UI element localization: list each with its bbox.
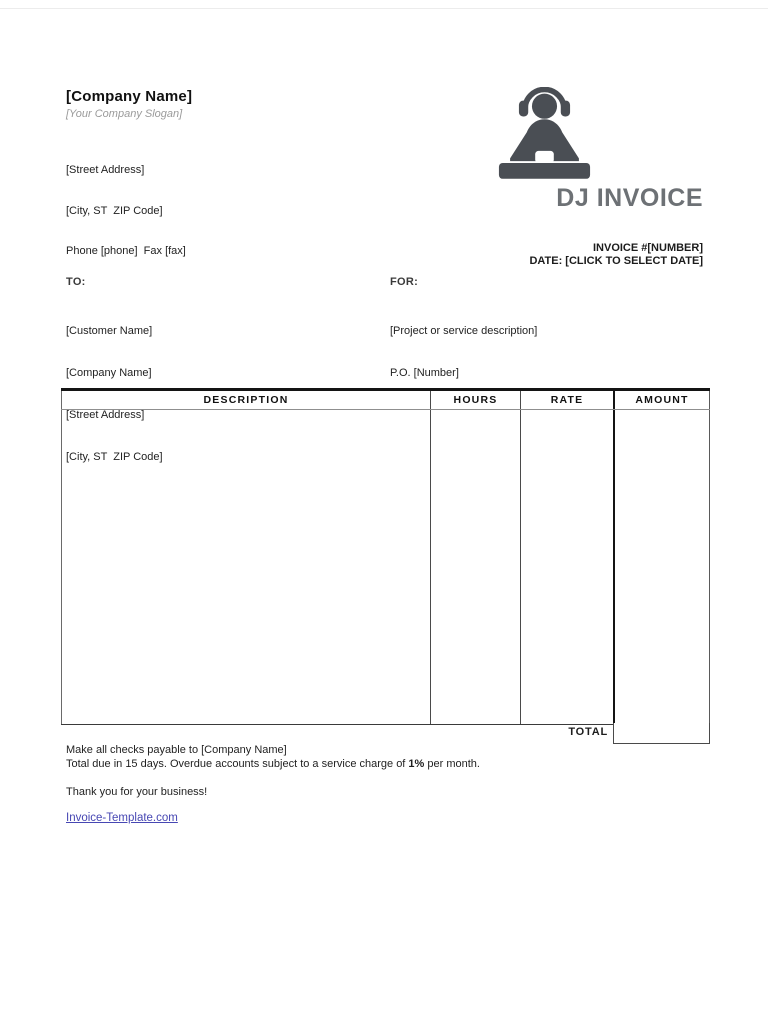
payment-notes <box>66 743 480 771</box>
table-header-row <box>61 391 710 410</box>
template-website-link[interactable]: Invoice-Template.com <box>66 812 178 824</box>
bill-to-street: [Street Address] <box>66 409 145 421</box>
total-value-box <box>613 723 710 744</box>
line-items-table <box>61 388 710 725</box>
company-address <box>66 137 192 286</box>
invoice-number: INVOICE #[NUMBER] <box>592 242 703 254</box>
terms-note-prefix: Total due in 15 days. Overdue accounts subject to a service charge of <box>66 758 409 770</box>
cell-hours <box>430 410 520 724</box>
logo-title: DJ INVOICE <box>556 184 703 212</box>
bill-to-customer-name: [Customer Name] <box>66 325 153 337</box>
dj-headphones-icon <box>498 87 591 185</box>
column-header-rate: RATE <box>520 391 613 409</box>
table-body-row <box>61 410 710 725</box>
column-header-hours: HOURS <box>430 391 520 409</box>
company-name: [Company Name] <box>66 88 193 105</box>
company-phone-fax: Phone [phone] Fax [fax] <box>66 245 186 257</box>
bill-to-label: TO: <box>66 276 86 288</box>
company-city: [City, ST ZIP Code] <box>66 204 163 217</box>
terms-note-suffix: per month. <box>424 758 480 770</box>
column-header-description: DESCRIPTION <box>61 391 430 409</box>
company-street: [Street Address] <box>66 164 145 176</box>
company-header <box>66 88 192 286</box>
cell-amount <box>613 410 710 724</box>
checks-payable-note: Make all checks payable to [Company Name] <box>66 744 287 756</box>
bill-to-city: [City, ST ZIP Code] <box>66 451 163 463</box>
invoice-meta <box>529 242 703 267</box>
terms-note-percentage: 1% <box>408 758 425 770</box>
page-top-divider <box>0 8 768 9</box>
bill-for-description: [Project or service description] <box>390 325 538 337</box>
column-header-amount: AMOUNT <box>613 391 710 409</box>
terms-note <box>66 757 480 771</box>
bill-to-company-name: [Company Name] <box>66 367 152 379</box>
thank-you-note: Thank you for your business! <box>66 786 208 798</box>
company-slogan: [Your Company Slogan] <box>66 108 183 120</box>
bill-for-label: FOR: <box>390 276 419 288</box>
cell-rate <box>520 410 613 724</box>
bill-for-po-number: P.O. [Number] <box>390 367 459 379</box>
total-label: TOTAL <box>568 726 608 738</box>
cell-description <box>61 410 430 724</box>
invoice-date-selector[interactable]: DATE: [CLICK TO SELECT DATE] <box>529 254 703 267</box>
